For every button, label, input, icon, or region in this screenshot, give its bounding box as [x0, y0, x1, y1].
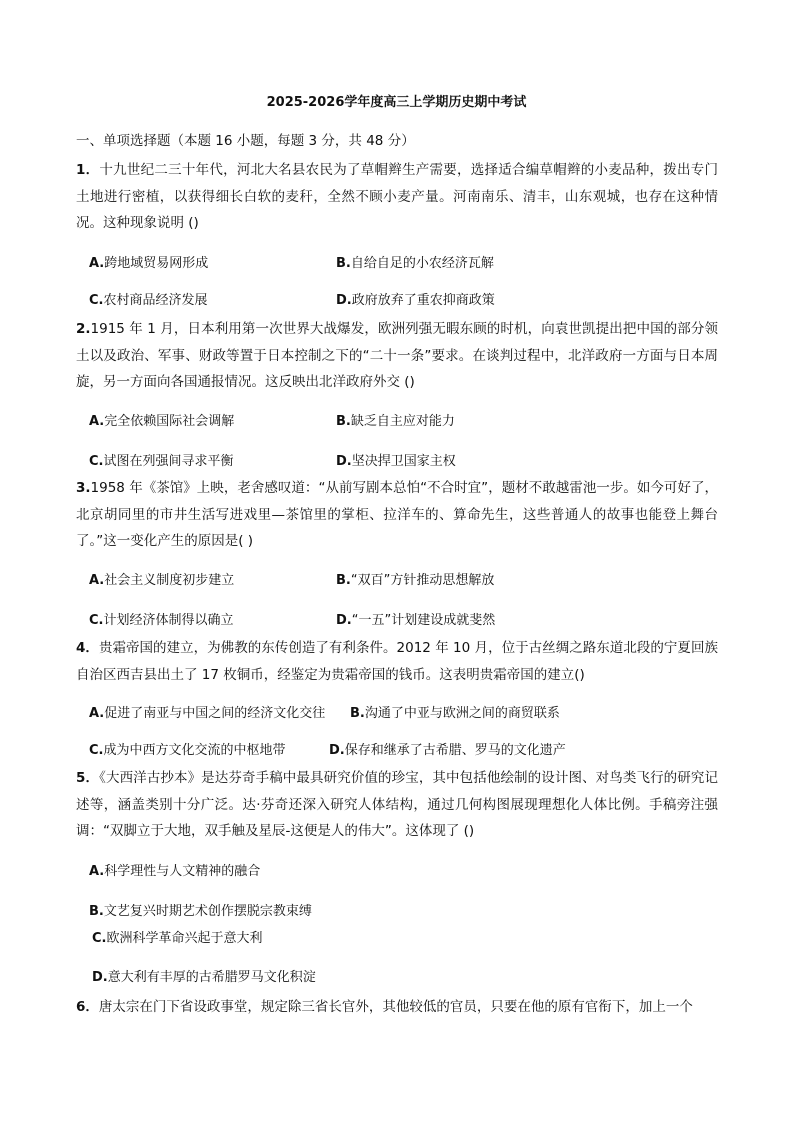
question-2 — [76, 316, 718, 396]
option-text: “双百”方针推动思想解放 — [350, 573, 495, 588]
option-letter: D. — [329, 743, 345, 758]
option-b[interactable] — [336, 254, 494, 274]
option-c[interactable] — [89, 291, 208, 311]
option-text: 社会主义制度初步建立 — [104, 573, 235, 588]
option-letter: A. — [89, 706, 105, 721]
option-letter: D. — [336, 613, 352, 628]
option-b[interactable] — [350, 704, 560, 724]
option-letter: C. — [89, 743, 104, 758]
question-number: 1． — [76, 162, 100, 178]
option-c[interactable] — [89, 452, 234, 472]
option-d[interactable] — [336, 611, 495, 631]
option-a[interactable] — [89, 412, 234, 432]
option-letter: D. — [336, 454, 352, 469]
option-text: 科学理性与人文精神的融合 — [104, 864, 261, 879]
question-stem: 十九世纪二三十年代，河北大名县农民为了草帽辫生产需要，选择适合编草帽辫的小麦品种，拨出专门土地进行密植，以获得细长白软的麦秆，全然不顾小麦产量。河南南乐、清丰，山东观城，也存在这种情况。这种现象说明 () — [76, 162, 718, 231]
option-text: 沟通了中亚与欧洲之间的商贸联系 — [364, 706, 560, 721]
option-c[interactable] — [89, 741, 286, 761]
question-number: 2. — [76, 321, 91, 337]
option-letter: B. — [336, 256, 351, 271]
option-b[interactable] — [336, 571, 494, 591]
option-a[interactable] — [89, 571, 234, 591]
question-1 — [76, 157, 718, 237]
option-text: “一五”计划建设成就斐然 — [351, 613, 496, 628]
option-d[interactable] — [336, 452, 456, 472]
option-letter: B. — [336, 414, 351, 429]
question-stem: 《大西洋古抄本》是达芬奇手稿中最具研究价值的珍宝，其中包括他绘制的设计图、对鸟类飞行的研究记述等，涵盖类别十分广泛。达·芬奇还深入研究人体结构，通过几何构图展现理想化人体比例。手稿旁注强调：“双脚立于大地，双手触及星辰-这便是人的伟大”。这体现了 () — [76, 770, 718, 839]
option-b[interactable] — [336, 412, 455, 432]
option-letter: C. — [92, 931, 107, 946]
option-a[interactable] — [89, 254, 208, 274]
option-text: 缺乏自主应对能力 — [350, 414, 455, 429]
option-letter: B. — [89, 904, 104, 919]
option-letter: A. — [89, 573, 105, 588]
question-stem: 贵霜帝国的建立，为佛教的东传创造了有利条件。2012 年 10 月，位于古丝绸之路东道北段的宁夏回族自治区西吉县出土了 17 枚铜币，经鉴定为贵霜帝国的钱币。这表明贵霜帝国的建立() — [76, 640, 718, 683]
question-3 — [76, 475, 718, 555]
option-c[interactable] — [92, 929, 263, 949]
section-heading: 一、单项选择题（本题 16 小题，每题 3 分，共 48 分） — [76, 133, 415, 149]
option-d[interactable] — [329, 741, 566, 761]
option-text: 保存和继承了古希腊、罗马的文化遗产 — [344, 743, 566, 758]
option-d[interactable] — [92, 968, 316, 988]
option-text: 意大利有丰厚的古希腊罗马文化积淀 — [107, 970, 316, 985]
option-text: 跨地域贸易网形成 — [104, 256, 209, 271]
option-letter: C. — [89, 613, 104, 628]
option-a[interactable] — [89, 862, 260, 882]
option-letter: C. — [89, 454, 104, 469]
option-text: 计划经济体制得以确立 — [103, 613, 234, 628]
option-b[interactable] — [89, 902, 312, 922]
option-a[interactable] — [89, 704, 325, 724]
option-letter: D. — [336, 293, 352, 308]
option-letter: A. — [89, 864, 105, 879]
question-stem: 唐太宗在门下省设政事堂，规定除三省长官外，其他较低的官员，只要在他的原有官衔下，加上一个 — [98, 999, 693, 1015]
question-number: 4． — [76, 640, 99, 656]
question-4 — [76, 635, 718, 688]
question-6 — [76, 994, 718, 1021]
question-5 — [76, 765, 718, 845]
question-number: 6． — [76, 999, 99, 1015]
option-letter: D. — [92, 970, 108, 985]
option-d[interactable] — [336, 291, 495, 311]
question-stem: 1958 年《茶馆》上映，老舍感叹道：“从前写剧本总怕“不合时宜”，题材不敢越雷池一步。如今可好了，北京胡同里的市井生活写进戏里—茶馆里的掌柜、拉洋车的、算命先生，这些普通人的故事也能登上舞台了。”这一变化产生的原因是( ) — [76, 480, 718, 549]
option-text: 农村商品经济发展 — [103, 293, 208, 308]
option-letter: A. — [89, 256, 105, 271]
option-text: 文艺复兴时期艺术创作摆脱宗教束缚 — [103, 904, 312, 919]
option-text: 试图在列强间寻求平衡 — [103, 454, 234, 469]
option-text: 成为中西方文化交流的中枢地带 — [103, 743, 286, 758]
option-text: 自给自足的小农经济瓦解 — [350, 256, 494, 271]
option-text: 完全依赖国际社会调解 — [104, 414, 235, 429]
option-letter: B. — [350, 706, 365, 721]
option-text: 政府放弃了重农抑商政策 — [351, 293, 495, 308]
option-text: 坚决捍卫国家主权 — [351, 454, 456, 469]
question-stem: 1915 年 1 月，日本利用第一次世界大战爆发，欧洲列强无暇东顾的时机，向袁世凯提出把中国的部分领土以及政治、军事、财政等置于日本控制之下的“二十一条”要求。在谈判过程中，北洋政府一方面与日本周旋，另一方面向各国通报情况。这反映出北洋政府外交 () — [76, 321, 718, 390]
question-number: 5． — [76, 770, 100, 786]
option-text: 欧洲科学革命兴起于意大利 — [106, 931, 263, 946]
option-text: 促进了南亚与中国之间的经济文化交往 — [104, 706, 326, 721]
exam-title: 2025-2026学年度高三上学期历史期中考试 — [266, 95, 527, 110]
option-letter: C. — [89, 293, 104, 308]
question-number: 3. — [76, 480, 91, 496]
option-letter: A. — [89, 414, 105, 429]
option-c[interactable] — [89, 611, 234, 631]
option-letter: B. — [336, 573, 351, 588]
